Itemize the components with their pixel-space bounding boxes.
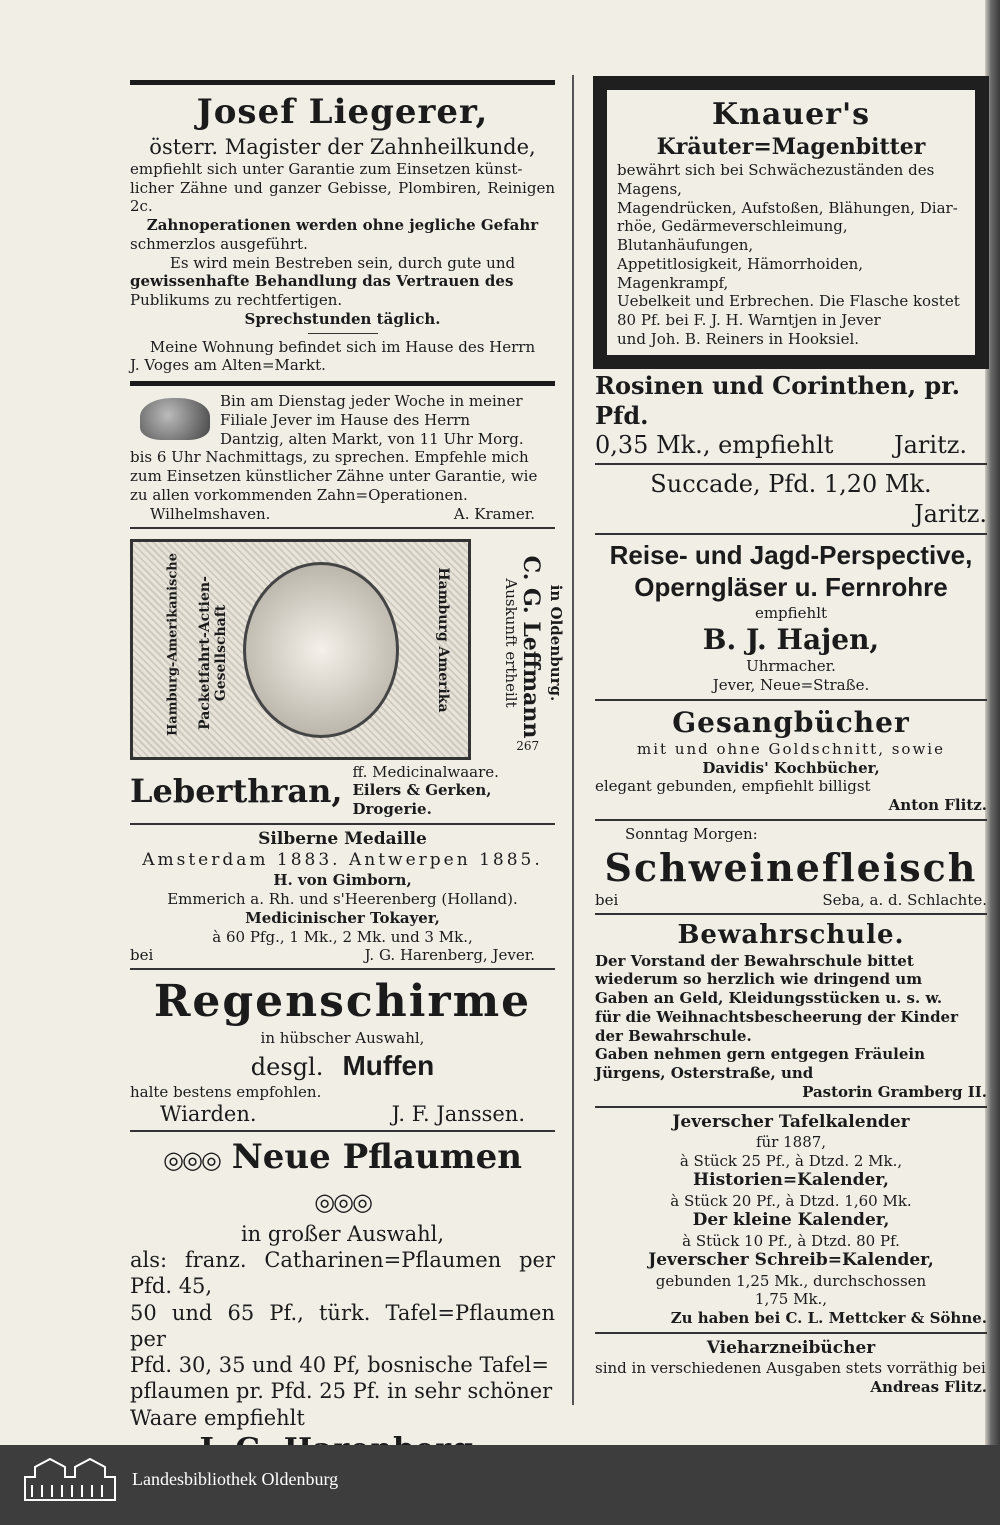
dentures-icon xyxy=(140,398,210,440)
right-column xyxy=(595,78,987,1397)
ad-place: Wilhelmshaven. xyxy=(150,504,271,523)
ad-line: Jever, Neue=Straße. xyxy=(712,676,870,694)
engraving-side-text xyxy=(471,539,566,757)
ship-icon xyxy=(243,562,399,738)
ad-signature: Andreas Flitz. xyxy=(870,1377,987,1396)
ad-line: Zahnoperationen werden ohne jegliche Gefahr xyxy=(146,216,539,234)
ad-line: à Stück 10 Pf., à Dtzd. 80 Pf. xyxy=(682,1231,900,1250)
ad-line: à 60 Pfg., 1 Mk., 2 Mk. und 3 Mk., xyxy=(212,927,473,946)
ad-title: Jeverscher Schreib=Kalender, xyxy=(648,1250,934,1271)
ad-number: 267 xyxy=(516,738,540,753)
ad-line: Uhrmacher. xyxy=(746,657,836,676)
ad-title: Historien=Kalender, xyxy=(693,1170,889,1191)
ad-signature: Jaritz. xyxy=(914,499,987,528)
ad-line: pflaumen pr. Pfd. 25 Pf. in sehr schöner xyxy=(130,1379,553,1404)
ad-line: Der Vorstand der Bewahrschule bittet xyxy=(595,951,914,970)
left-column xyxy=(130,78,566,1468)
ad-line: in hübscher Auswahl, xyxy=(260,1029,425,1048)
ad-line: Amsterdam 1883. Antwerpen 1885. xyxy=(142,850,543,870)
ad-schweinefleisch xyxy=(595,825,987,909)
rule xyxy=(130,968,555,970)
ad-hapag xyxy=(130,539,566,757)
ad-rosinen xyxy=(595,371,987,459)
ad-line: C. G. Leffmann xyxy=(518,555,545,738)
ad-line: bei xyxy=(130,946,154,965)
ad-line: mit und ohne Goldschnitt, sowie xyxy=(637,739,945,758)
rule xyxy=(130,823,555,825)
ad-signature: Pastorin Gramberg II. xyxy=(802,1082,987,1101)
ad-line: bei xyxy=(595,891,619,909)
ad-regenschirme xyxy=(130,974,555,1126)
ad-line: 50 und 65 Pf., türk. Tafel=Pflaumen per xyxy=(130,1300,555,1351)
ad-succade xyxy=(595,469,987,529)
ad-line: wiederum so herzlich wie dringend um xyxy=(595,970,923,989)
ad-signature: J. G. Harenberg, Jever. xyxy=(364,946,535,965)
rule xyxy=(308,333,378,334)
ad-line: in Oldenburg. xyxy=(547,584,566,701)
ad-line: Jürgens, Osterstraße, und xyxy=(595,1064,814,1082)
ad-title: Schweinefleisch xyxy=(604,844,978,890)
ad-title: Regenschirme xyxy=(153,976,532,1028)
ad-line: à Stück 25 Pf., à Dtzd. 2 Mk., xyxy=(679,1151,903,1170)
ad-line: Publikums zu rechtfertigen. xyxy=(130,291,343,309)
ad-line: gebunden 1,25 Mk., durchschossen xyxy=(655,1271,927,1290)
ad-line: J. Voges am Alten=Markt. xyxy=(130,356,326,375)
ad-signature: Anton Flitz. xyxy=(888,796,987,814)
column-divider xyxy=(572,75,574,1405)
ad-line: Gaben an Geld, Kleidungsstücken u. s. w. xyxy=(595,989,943,1007)
ad-line: à Stück 20 Pf., à Dtzd. 1,60 Mk. xyxy=(670,1191,912,1210)
ad-line: ff. Medicinalwaare. xyxy=(352,762,499,781)
ad-liegerer xyxy=(130,91,555,375)
ornament-icon: ◎◎◎ xyxy=(163,1144,220,1174)
ad-line: Auskunft ertheilt xyxy=(502,577,521,708)
ad-line: der Bewahrschule. xyxy=(595,1026,752,1045)
rule xyxy=(595,1332,987,1334)
ad-title: Josef Liegerer, xyxy=(196,92,489,132)
ad-line: gewissenhafte Behandlung das Vertrauen des xyxy=(130,272,514,291)
ad-line: Dantzig, alten Markt, von 11 Uhr Morg. xyxy=(220,429,524,448)
ad-subtitle: österr. Magister der Zahnheilkunde, xyxy=(149,134,536,159)
ad-line: Emmerich a. Rh. und s'Heerenberg (Holland). xyxy=(167,890,518,908)
engraving-text: Hamburg-Amerikanische xyxy=(165,552,181,736)
ad-kramer xyxy=(130,392,555,523)
ad-line: bis 6 Uhr Nachmittags, zu sprechen. Empfehle mich xyxy=(130,448,529,467)
ad-line: Rosinen und Corinthen, pr. Pfd. xyxy=(595,370,961,430)
ad-line: elegant gebunden, empfiehlt billigst xyxy=(595,777,871,796)
ad-line: sind in verschiedenen Ausgaben stets vorräthig bei xyxy=(595,1359,986,1377)
ad-line: Medicinischer Tokayer, xyxy=(245,908,440,927)
ad-line: für die Weihnachtsbescheerung der Kinder xyxy=(595,1007,959,1026)
ad-title: Vieharzneibücher xyxy=(706,1337,876,1358)
ad-leberthran xyxy=(130,763,555,819)
ad-line: licher Zähne und ganzer Gebisse, Plombiren, Reinigen 2c. xyxy=(130,178,555,216)
ad-title: Der kleine Kalender, xyxy=(692,1210,890,1231)
ship-engraving xyxy=(130,539,471,760)
ad-title: Muffen xyxy=(342,1050,435,1081)
ad-line: und Joh. B. Reiners in Hooksiel. xyxy=(617,329,860,348)
ad-subtitle: Kräuter=Magenbitter xyxy=(656,133,926,160)
ad-title: Jeverscher Tafelkalender xyxy=(672,1111,910,1132)
rule xyxy=(595,533,987,535)
ad-line: desgl. xyxy=(250,1053,324,1081)
ad-title: Knauer's xyxy=(711,97,871,132)
rule xyxy=(595,699,987,701)
rule xyxy=(130,527,555,529)
ad-title: Leberthran, xyxy=(130,771,343,810)
ornament-icon: ◎◎◎ xyxy=(314,1187,371,1217)
ad-signature: Zu haben bei C. L. Mettcker & Söhne. xyxy=(670,1309,987,1327)
ad-line: Magendrücken, Aufstoßen, Blähungen, Diar- xyxy=(617,198,958,217)
ad-line: für 1887, xyxy=(755,1132,827,1151)
page-edge xyxy=(985,0,1000,1525)
ad-line: Sprechstunden täglich. xyxy=(244,309,441,328)
ad-line: in großer Auswahl, xyxy=(240,1221,445,1246)
ad-line: Filiale Jever im Hause des Herrn xyxy=(220,410,471,429)
rule xyxy=(595,1106,987,1108)
ad-line: Waare empfiehlt xyxy=(130,1405,305,1430)
ad-signature: A. Kramer. xyxy=(453,504,535,523)
rule xyxy=(595,913,987,915)
ad-signature: Seba, a. d. Schlachte. xyxy=(822,891,987,909)
ad-line: als: franz. Catharinen=Pflaumen per Pfd. 45, xyxy=(130,1248,555,1299)
library-building-icon xyxy=(20,1455,120,1505)
ad-line: empfiehlt xyxy=(754,603,828,622)
ad-line: Es wird mein Bestreben sein, durch gute und xyxy=(169,253,516,272)
ad-signature: Jaritz. xyxy=(894,430,967,459)
ad-bewahrschule xyxy=(595,919,987,1102)
rule xyxy=(595,819,987,821)
ad-line: zu allen vorkommenden Zahn=Operationen. xyxy=(130,485,468,504)
ad-knauer xyxy=(595,78,987,367)
ad-line: Eilers & Gerken, Drogerie. xyxy=(352,781,492,818)
ad-tokayer xyxy=(130,829,555,965)
ad-pflaumen xyxy=(130,1136,555,1469)
ad-line: H. von Gimborn, xyxy=(273,871,412,890)
rule xyxy=(130,80,555,85)
ad-line: empfiehlt sich unter Garantie zum Einsetzen künst- xyxy=(130,159,523,178)
ad-title: Gesangbücher xyxy=(672,705,910,739)
ad-kalender xyxy=(595,1112,987,1328)
ad-signature: B. J. Hajen, xyxy=(702,623,880,657)
rule xyxy=(130,381,555,386)
ad-line: 0,35 Mk., empfiehlt xyxy=(595,430,834,459)
ad-perspective xyxy=(595,539,987,695)
ad-line: Davidis' Kochbücher, xyxy=(702,758,880,777)
ad-line: zum Einsetzen künstlicher Zähne unter Garantie, wie xyxy=(130,467,538,485)
library-name: Landesbibliothek Oldenburg xyxy=(132,1469,339,1489)
ad-line: Uebelkeit und Erbrechen. Die Flasche kostet xyxy=(617,292,960,311)
rule xyxy=(595,463,987,465)
ad-line: Appetitlosigkeit, Hämorrhoiden, Magenkrampf, xyxy=(617,254,864,292)
ad-line: rhöe, Gedärmeverschleimung, Blutanhäufungen, xyxy=(617,217,848,254)
ad-line: schmerzlos ausgeführt. xyxy=(130,234,308,253)
ad-line: Pfd. 30, 35 und 40 Pf, bosnische Tafel= xyxy=(130,1353,549,1377)
ad-title: Neue Pflaumen xyxy=(231,1136,522,1177)
ad-line: halte bestens empfohlen. xyxy=(130,1083,322,1101)
ad-line: Silberne Medaille xyxy=(258,828,427,849)
ad-line: Meine Wohnung befindet sich im Hause des Herrn xyxy=(149,337,536,356)
ad-place: Wiarden. xyxy=(160,1101,257,1126)
engraving-text: Hamburg Amerika xyxy=(435,566,451,713)
engraving-text: Packetfahrt-Actien-Gesellschaft xyxy=(197,575,229,730)
ad-line: Sonntag Morgen: xyxy=(625,824,758,843)
ad-line: bewährt sich bei Schwächezuständen des Magens, xyxy=(617,161,935,198)
library-footer xyxy=(0,1445,1000,1525)
ad-line: 1,75 Mk., xyxy=(754,1290,828,1309)
ad-title: Operngläser u. Fernrohre xyxy=(634,572,948,602)
ad-gesangbuecher xyxy=(595,705,987,815)
ad-line: Succade, Pfd. 1,20 Mk. xyxy=(650,469,932,498)
rule xyxy=(130,1130,555,1132)
ad-title: Bewahrschule. xyxy=(677,920,905,950)
ad-line: Gaben nehmen gern entgegen Fräulein xyxy=(595,1045,925,1064)
ad-line: Bin am Dienstag jeder Woche in meiner xyxy=(220,392,523,410)
ad-vieharznei xyxy=(595,1338,987,1397)
ad-line: 80 Pf. bei F. J. H. Warntjen in Jever xyxy=(617,311,881,329)
ad-title: Reise- und Jagd-Perspective, xyxy=(609,539,973,570)
ad-signature: J. F. Janssen. xyxy=(391,1101,525,1126)
